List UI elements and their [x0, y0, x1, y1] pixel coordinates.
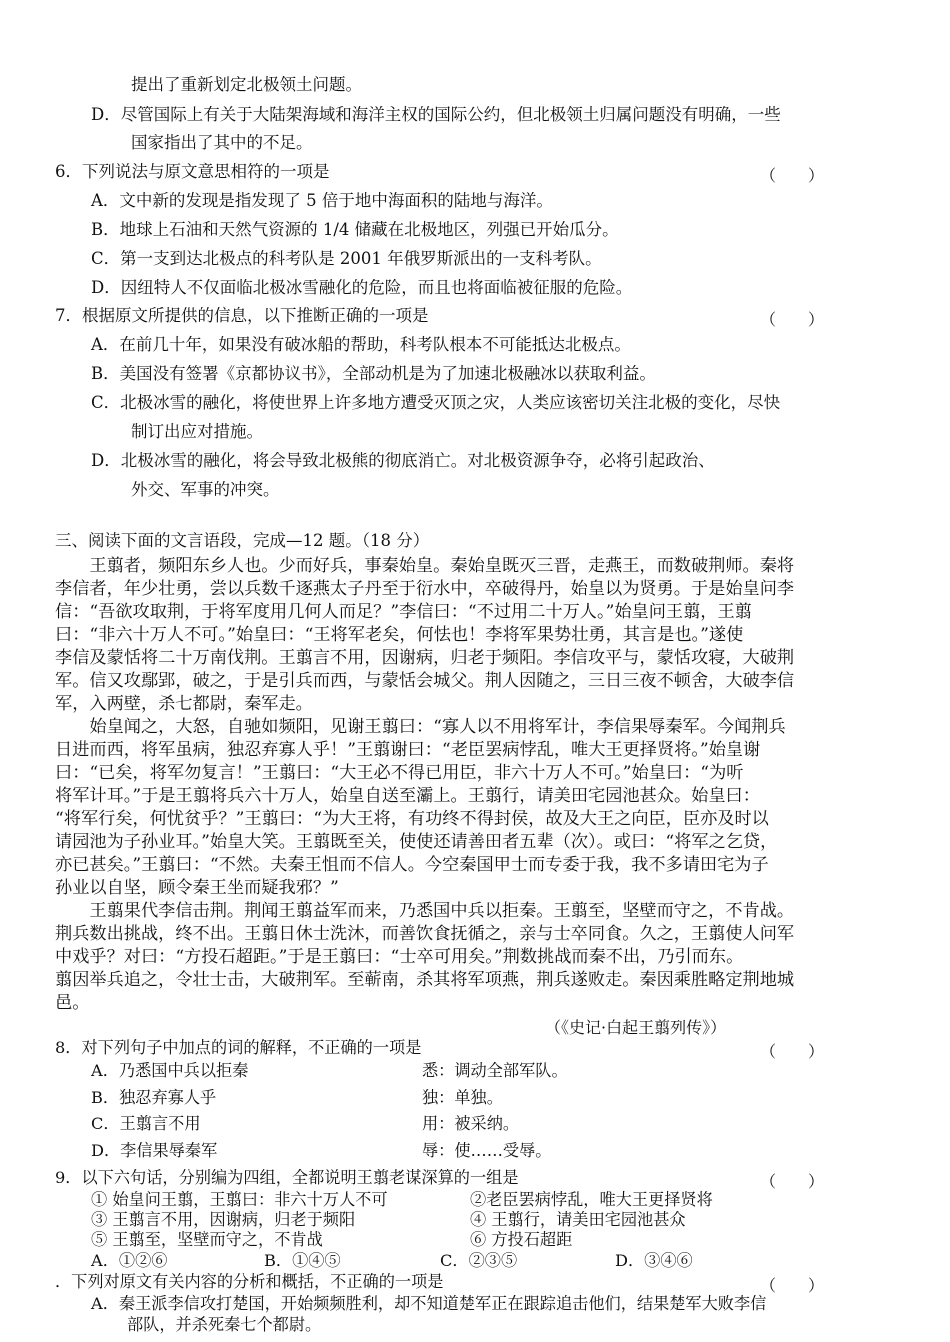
q9-choice-d: D．③④⑥ — [615, 1251, 693, 1270]
q8-option-b-gloss: 独：单独。 — [422, 1088, 503, 1107]
passage-line: 荆兵数出挑战，终不出。王翦日休士洗沐，而善饮食抚循之，亲与士卒同食。久之，王翦使人问军 — [55, 924, 795, 944]
q7-stem: 7．根据原文所提供的信息，以下推断正确的一项是 — [55, 306, 429, 325]
passage-line: 军，入两壁，杀七都尉，秦军走。 — [55, 694, 313, 714]
q9-statement-4: ④ 王翦行，请美田宅园池甚众 — [470, 1210, 686, 1229]
q8-option-d-gloss: 辱：使……受辱。 — [422, 1141, 552, 1160]
passage-line: 王翦果代李信击荆。荆闻王翦益军而来，乃悉国中兵以拒秦。王翦至，坚壁而守之，不肯战。 — [55, 901, 795, 921]
q5-option-d-line2: 国家指出了其中的不足。 — [131, 133, 313, 152]
passage-line: 曰：“已矣，将军勿复言！”王翦曰：“大王必不得已用臣，非六十万人不可。”始皇曰：“为听 — [55, 763, 744, 783]
q10-option-a-line2: 部队，并杀死秦七个都尉。 — [127, 1315, 322, 1334]
passage-line: 始皇闻之，大怒，自驰如频阳，见谢王翦曰：“寡人以不用将军计，李信果辱秦军。今闻荆兵 — [55, 717, 786, 737]
q10-option-a-line1: A．秦王派李信攻打楚国，开始频频胜利，却不知道楚军正在跟踪追击他们，结果楚军大败李信 — [91, 1294, 767, 1313]
q9-statement-5: ⑤ 王翦至，坚壁而守之，不肯战 — [91, 1230, 323, 1249]
q10-answer-blank: （ ） — [760, 1276, 825, 1295]
q9-statement-6: ⑥ 方投石超距 — [470, 1230, 573, 1249]
passage-line: “将军行矣，何忧贫乎？”王翦曰：“为大王将，有功终不得封侯，故及大王之向臣，臣亦及时以 — [55, 809, 769, 829]
q7-option-d-line2: 外交、军事的冲突。 — [131, 480, 280, 499]
q9-answer-blank: （ ） — [760, 1172, 825, 1191]
passage-source: （《史记·白起王翦列传》） — [545, 1018, 727, 1037]
q9-statement-2: ②老臣罢病悖乱，唯大王更择贤将 — [470, 1190, 713, 1209]
passage-line: 孙业以自坚，顾令秦王坐而疑我邪？” — [55, 878, 339, 898]
passage-line: 翦因举兵追之，令壮士击，大破荆军。至蕲南，杀其将军项燕，荆兵遂败走。秦因乘胜略定荆地城 — [55, 970, 795, 990]
q7-option-a: A．在前几十年，如果没有破冰船的帮助，科考队根本不可能抵达北极点。 — [91, 335, 631, 354]
passage-line: 信：“吾欲攻取荆，于将军度用几何人而足？”李信曰：“不过用二十万人。”始皇问王翦，王翦 — [55, 602, 752, 622]
passage-line: 军。信又攻鄢郢，破之，于是引兵而西，与蒙恬会城父。荆人因随之，三日三夜不顿舍，大破李信 — [55, 671, 795, 691]
passage-line: 请园池为子孙业耳。”始皇大笑。王翦既至关，使使还请善田者五辈（次）。或曰：“将军之乞贷， — [55, 832, 778, 852]
q6-option-d: D．因纽特人不仅面临北极冰雪融化的危险，而且也将面临被征服的危险。 — [91, 278, 633, 297]
q9-choice-b: B．①④⑤ — [264, 1251, 341, 1270]
passage-line: 亦已甚矣。”王翦曰：“不然。夫秦王怚而不信人。今空秦国甲士而专委于我，我不多请田宅为子 — [55, 855, 769, 875]
q6-stem: 6．下列说法与原文意思相符的一项是 — [55, 162, 330, 181]
passage-line: 中戏乎？对曰：“方投石超距。”于是王翦曰：“士卒可用矣。”荆数挑战而秦不出，乃引而东。 — [55, 947, 744, 967]
q8-option-b-sentence: B．独忍弃寡人乎 — [91, 1088, 217, 1107]
q8-option-c-sentence: C．王翦言不用 — [91, 1114, 201, 1133]
q8-option-d-sentence: D．李信果辱秦军 — [91, 1141, 218, 1160]
q6-option-c: C．第一支到达北极点的科考队是 2001 年俄罗斯派出的一支科考队。 — [91, 249, 602, 268]
q9-choice-a: A．①②⑥ — [91, 1251, 168, 1270]
passage-line: 李信及蒙恬将二十万南伐荆。王翦言不用，因谢病，归老于频阳。李信攻平与，蒙恬攻寝，大破荆 — [55, 648, 795, 668]
q9-choice-c: C．②③⑤ — [440, 1251, 518, 1270]
q10-stem: ．下列对原文有关内容的分析和概括，不正确的一项是 — [55, 1272, 444, 1291]
q8-option-a-gloss: 悉：调动全部军队。 — [422, 1061, 568, 1080]
passage-line: 日进而西，将军虽病，独忍弃寡人乎！”王翦谢曰：“老臣罢病悖乱，唯大王更择贤将。”始皇谢 — [55, 740, 761, 760]
q7-option-b: B．美国没有签署《京都协议书》，全部动机是为了加速北极融冰以获取利益。 — [91, 364, 656, 383]
passage-line: 将军计耳。”于是王翦将兵六十万人，始皇自送至灞上。王翦行，请美田宅园池甚众。始皇曰： — [55, 786, 760, 806]
passage-line: 曰：“非六十万人不可。”始皇曰：“王将军老矣，何怯也！李将军果势壮勇，其言是也。”遂使 — [55, 625, 744, 645]
q6-option-a: A．文中新的发现是指发现了 5 倍于地中海面积的陆地与海洋。 — [91, 191, 553, 210]
q8-answer-blank: （ ） — [760, 1042, 825, 1061]
q8-option-a-sentence: A．乃悉国中兵以拒秦 — [91, 1061, 249, 1080]
q7-option-c-line1: C．北极冰雪的融化，将使世界上许多地方遭受灭顶之灾，人类应该密切关注北极的变化，尽快 — [91, 393, 781, 412]
q6-option-b: B．地球上石油和天然气资源的 1/4 储藏在北极地区，列强已开始瓜分。 — [91, 220, 619, 239]
q6-answer-blank: （ ） — [760, 166, 825, 185]
section3-heading: 三、阅读下面的文言语段，完成—12 题。（18 分） — [55, 531, 430, 550]
q7-option-d-line1: D．北极冰雪的融化，将会导致北极熊的彻底消亡。对北极资源争夺，必将引起政治、 — [91, 451, 715, 470]
q8-option-c-gloss: 用：被采纳。 — [422, 1114, 520, 1133]
q7-answer-blank: （ ） — [760, 310, 825, 329]
passage-line: 李信者，年少壮勇，尝以兵数千逐燕太子丹至于衍水中，卒破得丹，始皇以为贤勇。于是始皇问李 — [55, 579, 795, 599]
q5-option-d-line1: D．尽管国际上有关于大陆架海域和海洋主权的国际公约，但北极领土归属问题没有明确，一些 — [91, 105, 781, 124]
passage-line: 王翦者，频阳东乡人也。少而好兵，事秦始皇。秦始皇既灭三晋，走燕王，而数破荆师。秦将 — [55, 556, 795, 576]
q9-stem: 9．以下六句话，分别编为四组，全都说明王翦老谋深算的一组是 — [55, 1168, 519, 1187]
q9-statement-3: ③ 王翦言不用，因谢病，归老于频阳 — [91, 1210, 356, 1229]
q7-option-c-line2: 制订出应对措施。 — [131, 422, 263, 441]
q5-option-c-continuation: 提出了重新划定北极领土问题。 — [131, 75, 362, 94]
q8-stem: 8．对下列句子中加点的词的解释，不正确的一项是 — [55, 1038, 422, 1057]
q9-statement-1: ① 始皇问王翦，王翦曰：非六十万人不可 — [91, 1190, 388, 1209]
passage-line: 邑。 — [55, 993, 90, 1013]
